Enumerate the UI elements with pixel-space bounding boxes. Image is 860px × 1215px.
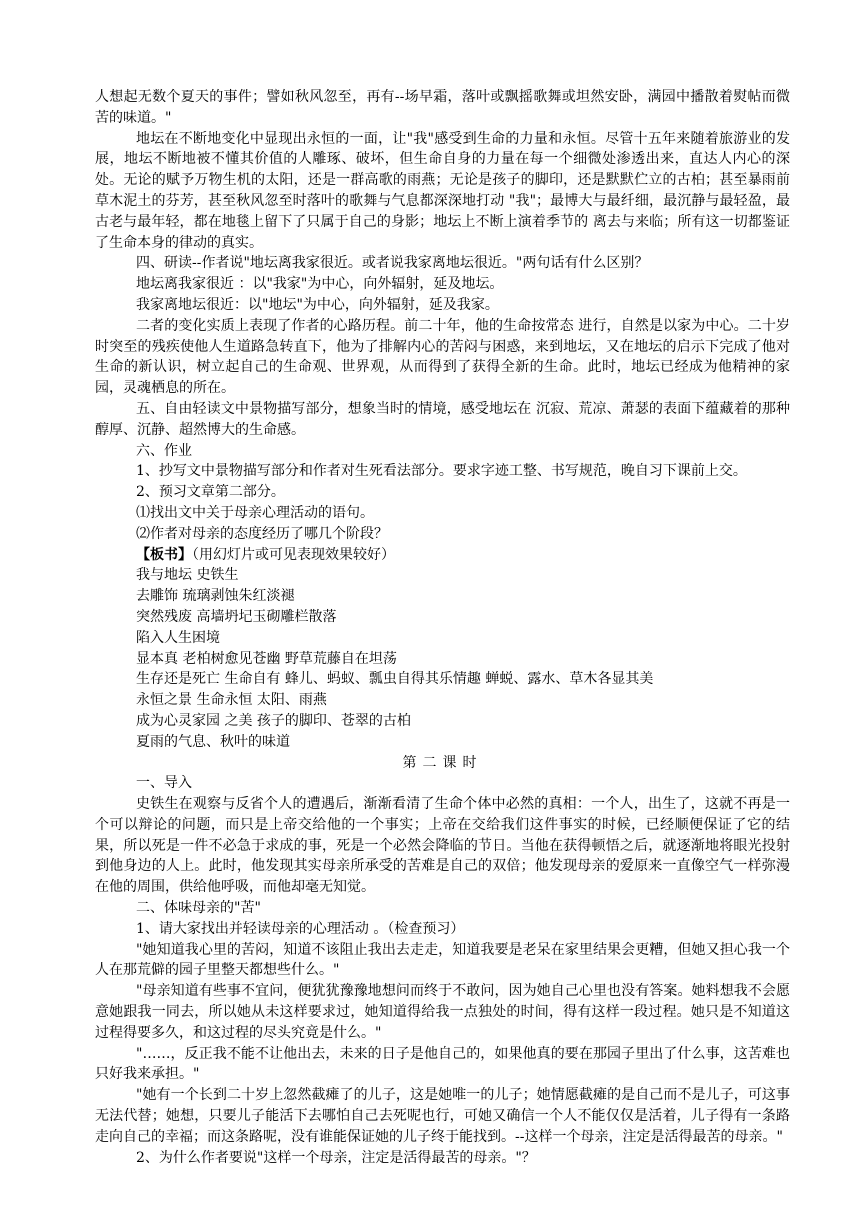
blackboard-line: 显本真 老柏树愈见苍幽 野草荒藤自在坦荡	[136, 650, 397, 667]
list-item: 1、抄写文中景物描写部分和作者对生死看法部分。要求字迹工整、书写规范，晚自习下课前上交。	[136, 463, 747, 480]
section-heading: 五、自由轻读文中景物描写部分，想象当时的情境，感受地坛在 沉寂、荒凉、萧瑟的表面下蕴藏着的那种醇厚、沉静、超然博大的生命感。	[95, 400, 790, 438]
blackboard-line: 我与地坛 史铁生	[136, 567, 239, 584]
blackboard-line: 夏雨的气息、秋叶的味道	[136, 733, 290, 750]
blackboard-line: 陷入人生困境	[136, 629, 220, 646]
list-item: ⑴找出文中关于母亲心理活动的语句。	[136, 504, 374, 521]
blackboard-line: 去雕饰 琉璃剥蚀朱红淡褪	[136, 588, 295, 605]
blackboard-line: 永恒之景 生命永恒 太阳、雨燕	[136, 692, 327, 709]
paragraph: 地坛在不断地变化中显现出永恒的一面，让"我"感受到生命的力量和永恒。尽管十五年来随着旅游业的发展，地坛不断地被不懂其价值的人雕琢、破坏，但生命自身的力量在每一个细微处渗透出来，直达人内心的深处。无论的赋予万物生机的太阳，还是一群高歌的雨燕；无论是孩子的脚印，还是默默伫立的古柏；甚至暴雨前草木泥土的芬芳，甚至秋风忽至时落叶的歌舞与气息都深深地打动 "我"；最博大与最纤细，最沉静与最轻盈，最古老与最年轻，都在地毯上留下了只属于自己的身影；地坛上不断上演着季节的 离去与来临；所有这一切都鉴证了生命本身的律动的真实。	[95, 130, 790, 251]
section-heading: 二、体味母亲的"苦"	[136, 900, 261, 917]
paragraph: 1、请大家找出并轻读母亲的心理活动 。（检查预习）	[136, 920, 465, 937]
blackboard-line: 突然残废 高墙坍圮玉砌雕栏散落	[136, 608, 337, 625]
paragraph: 史铁生在观察与反省个人的遭遇后，渐渐看清了生命个体中必然的真相：一个人，出生了，这就不再是一个可以辩论的问题，而只是上帝交给他的一个事实；上帝在交给我们这件事实的时候，已经顺便保证了它的结果，所以死是一件不必急于求成的事，死是一个必然会降临的节日。当他在获得顿悟之后，就逐渐地将眼光投射到他身边的人上。此时，他发现其实母亲所承受的苦难是自己的双倍；他发现母亲的爱原来一直像空气一样弥漫在他的周围，供给他呼吸，而他却毫无知觉。	[95, 796, 790, 896]
blackboard-line: 生存还是死亡 生命自有 蜂儿、蚂蚁、瓢虫自得其乐情趣 蝉蜕、露水、草木各显其美	[136, 671, 654, 688]
paragraph: 二者的变化实质上表现了作者的心路历程。前二十年，他的生命按常态 进行，自然是以家为中心。二十岁时突至的残疾使他人生道路急转直下，他为了排解内心的苦闷与困惑，来到地坛，又在地坛的启示下完成了他对生命的新认识，树立起自己的生命观、世界观，从而得到了获得全新的生命。此时，地坛已经成为他精神的家园，灵魂栖息的所在。	[95, 317, 790, 397]
section-heading: 一、导入	[136, 775, 192, 792]
blackboard-note: （用幻灯片或可见表现效果较好）	[192, 546, 395, 563]
blackboard-line: 成为心灵家园 之美 孩子的脚印、苍翠的古柏	[136, 712, 411, 729]
paragraph: 地坛离我家很近 ：以"我家"为中心，向外辐射，延及地坛。	[136, 276, 504, 293]
blackboard-heading	[95, 545, 790, 566]
lesson-title: 第二课时	[402, 754, 483, 771]
quote: "……，反正我不能不让他出去，未来的日子是他自己的，如果他真的要在那园子里出了什么事，这苦难也只好我来承担。"	[95, 1045, 790, 1083]
question: 2、为什么作者要说"这样一个母亲，注定是活得最苦的母亲。"？	[136, 1149, 536, 1166]
section-heading: 六、作业	[136, 442, 192, 459]
list-item: 2、预习文章第二部分。	[136, 484, 285, 501]
quote: "她有一个长到二十岁上忽然截瘫了的儿子，这是她唯一的儿子；她情愿截瘫的是自己而不是儿子，可这事无法代替；她想，只要儿子能活下去哪怕自己去死呢也行，可她又确信一个人不能仅仅是活着，儿子得有一条路走向自己的幸福；而这条路呢，没有谁能保证她的儿子终于能找到。--这样一个母亲，注定是活得最苦的母亲。"	[95, 1087, 790, 1145]
list-item: ⑵作者对母亲的态度经历了哪几个阶段？	[136, 525, 388, 542]
blackboard-label: 【板书】	[136, 546, 192, 563]
paragraph: 我家离地坛很近：以"地坛"为中心，向外辐射，延及我家。	[136, 296, 499, 313]
quote: "她知道我心里的苦闷，知道不该阻止我出去走走，知道我要是老呆在家里结果会更糟，但她又担心我一个人在那荒僻的园子里整天都想些什么。"	[95, 941, 790, 979]
section-heading: 四、研读--作者说"地坛离我家很近。或者说我家离地坛很近。"两句话有什么区别？	[136, 255, 649, 272]
quote: "母亲知道有些事不宜问，便犹犹豫豫地想问而终于不敢问，因为她自己心里也没有答案。她料想我不会愿意她跟我一同去，所以她从未这样要求过，她知道得给我一点独处的时间，得有这样一段过程。她只是不知道这过程得要多久，和这过程的尽头究竟是什么。"	[95, 983, 790, 1041]
paragraph: 人想起无数个夏天的事件；譬如秋风忽至，再有--场早霜，落叶或飘摇歌舞或坦然安卧，满园中播散着熨帖而微苦的味道。"	[95, 89, 790, 126]
